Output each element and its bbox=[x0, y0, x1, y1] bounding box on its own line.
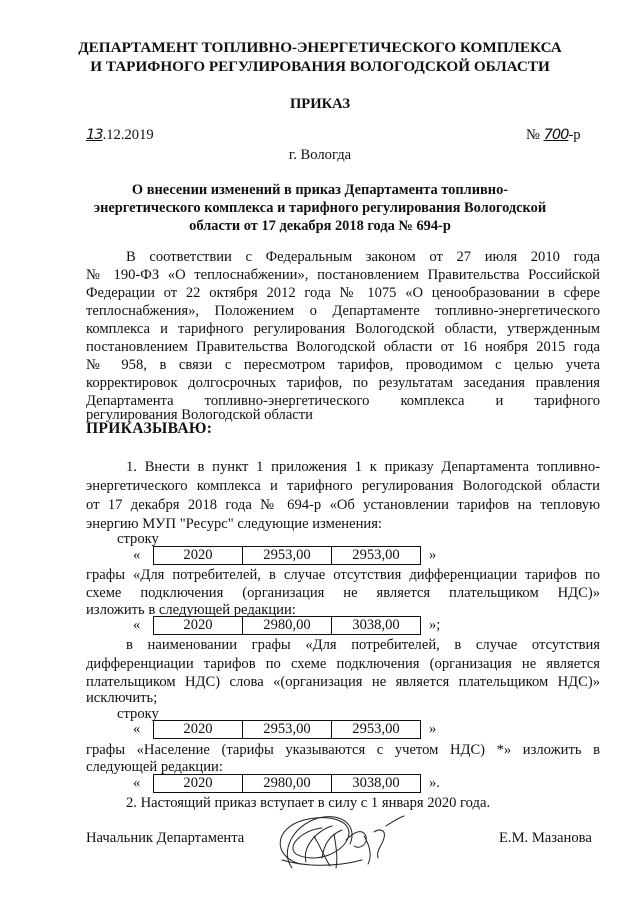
signer-position: Начальник Департамента bbox=[86, 830, 245, 846]
tariff-row-new-population bbox=[133, 773, 440, 793]
stroka-label: строку bbox=[117, 531, 159, 547]
text-b-line: плательщиком НДС) слова «(организация не является плательщиком НДС)» bbox=[86, 674, 600, 690]
preamble-line: корректировок долгосрочных тарифов, по результатам заседания правления bbox=[86, 375, 600, 391]
order-number-prefix: № bbox=[526, 127, 544, 143]
order-subject bbox=[80, 181, 560, 235]
quote-open: « bbox=[133, 546, 141, 563]
order-date bbox=[86, 126, 154, 144]
city: г. Вологда bbox=[288, 147, 352, 163]
tariff-value-cell: 2980,00 bbox=[243, 775, 332, 792]
department-heading bbox=[0, 38, 640, 76]
item1-line: энергетического комплекса и тарифного регулирования Вологодской области bbox=[86, 478, 600, 494]
preamble-line: № 190-ФЗ «О теплоснабжении», постановлением Правительства Российской bbox=[86, 267, 600, 283]
order-subject-line: энергетического комплекса и тарифного регулирования Вологодской bbox=[93, 200, 547, 216]
quote-open: « bbox=[133, 720, 141, 737]
stroka-label: строку bbox=[117, 706, 159, 722]
text-b-line: в наименовании графы «Для потребителей, в случае отсутствия bbox=[126, 637, 600, 653]
order-subject-line: О внесении изменений в приказ Департамента топливно- bbox=[131, 182, 509, 198]
preamble-line: № 958, в связи с пересмотром тарифов, проводимом с целью учета bbox=[86, 357, 600, 373]
item1-line: 1. Внести в пункт 1 приложения 1 к приказу Департамента топливно- bbox=[126, 459, 600, 475]
preamble-line: теплоснабжения», Положением о Департаменте топливно-энергетического bbox=[86, 303, 600, 319]
order-date-rest: .12.2019 bbox=[102, 127, 154, 143]
tariff-row-new bbox=[133, 615, 440, 635]
tariff-value-cell: 2953,00 bbox=[243, 547, 332, 564]
preamble-line: Федерации от 22 октября 2012 года № 1075 «О ценообразовании в сфере bbox=[86, 285, 600, 301]
text-c-line: графы «Население (тарифы указываются с учетом НДС) *» изложить в bbox=[86, 742, 600, 758]
quote-close: »; bbox=[429, 616, 441, 633]
tariff-value-cell: 2953,00 bbox=[352, 546, 400, 563]
tariff-year-cell: 2020 bbox=[154, 721, 243, 738]
tariff-value-cell: 3038,00 bbox=[352, 774, 400, 791]
quote-close: » bbox=[429, 546, 437, 563]
text-a-line: графы «Для потребителей, в случае отсутствия дифференциации тарифов по bbox=[86, 567, 600, 583]
handwritten-signature bbox=[262, 806, 412, 876]
item2: 2. Настоящий приказ вступает в силу с 1 января 2020 года. bbox=[126, 795, 491, 811]
tariff-year-cell: 2020 bbox=[154, 617, 243, 634]
text-b-line: исключить; bbox=[86, 690, 158, 706]
quote-close: ». bbox=[429, 774, 440, 791]
order-date-day: 13 bbox=[86, 126, 103, 143]
tariff-cells bbox=[153, 774, 421, 793]
document-type: ПРИКАЗ bbox=[289, 96, 351, 112]
order-number bbox=[526, 126, 581, 144]
tariff-cells bbox=[153, 720, 421, 739]
text-a-line: изложить в следующей редакции: bbox=[86, 602, 296, 618]
preamble-line: В соответствии с Федеральным законом от 27 июля 2010 года bbox=[126, 249, 600, 265]
tariff-year-cell: 2020 bbox=[154, 775, 243, 792]
preamble-line: регулирования Вологодской области bbox=[86, 407, 313, 423]
tariff-value-cell: 2953,00 bbox=[243, 721, 332, 738]
tariff-cells bbox=[153, 616, 421, 635]
quote-close: » bbox=[429, 720, 437, 737]
order-number-suffix: -р bbox=[568, 127, 581, 143]
preamble-line: постановлением Правительства Вологодской области от 16 ноября 2015 года bbox=[86, 339, 600, 355]
department-heading-line1: ДЕПАРТАМЕНТ ТОПЛИВНО-ЭНЕРГЕТИЧЕСКОГО КОМПЛЕКСА bbox=[78, 39, 562, 56]
order-word: ПРИКАЗЫВАЮ: bbox=[86, 420, 213, 437]
item1-line: от 17 декабря 2018 года № 694-р «Об установлении тарифов на тепловую bbox=[86, 497, 600, 513]
tariff-row-old-population bbox=[133, 719, 436, 739]
tariff-year-cell: 2020 bbox=[154, 547, 243, 564]
preamble-line: комплекса и тарифного регулирования Вологодской области, утвержденным bbox=[86, 321, 600, 337]
tariff-value-cell: 2980,00 bbox=[243, 617, 332, 634]
tariff-value-cell: 2953,00 bbox=[352, 720, 400, 737]
text-a-line: схеме подключения (организация не является плательщиком НДС)» bbox=[86, 585, 600, 601]
order-subject-line: области от 17 декабря 2018 года № 694-р bbox=[189, 218, 451, 234]
tariff-row-old bbox=[133, 545, 436, 565]
tariff-cells bbox=[153, 546, 421, 565]
item1-line: энергию МУП "Ресурс" следующие изменения: bbox=[86, 516, 382, 532]
quote-open: « bbox=[133, 616, 141, 633]
department-heading-line2: И ТАРИФНОГО РЕГУЛИРОВАНИЯ ВОЛОГОДСКОЙ ОБЛАСТИ bbox=[90, 58, 550, 75]
signer-name: Е.М. Мазанова bbox=[499, 830, 592, 846]
text-c-line: следующей редакции: bbox=[86, 759, 223, 775]
text-b-line: дифференциации тарифов по схеме подключения (организация не является bbox=[86, 656, 600, 672]
order-number-value: 700 bbox=[543, 126, 569, 143]
tariff-value-cell: 3038,00 bbox=[352, 616, 400, 633]
quote-open: « bbox=[133, 774, 141, 791]
preamble-line: Департамента топливно-энергетического комплекса и тарифного bbox=[86, 393, 600, 409]
